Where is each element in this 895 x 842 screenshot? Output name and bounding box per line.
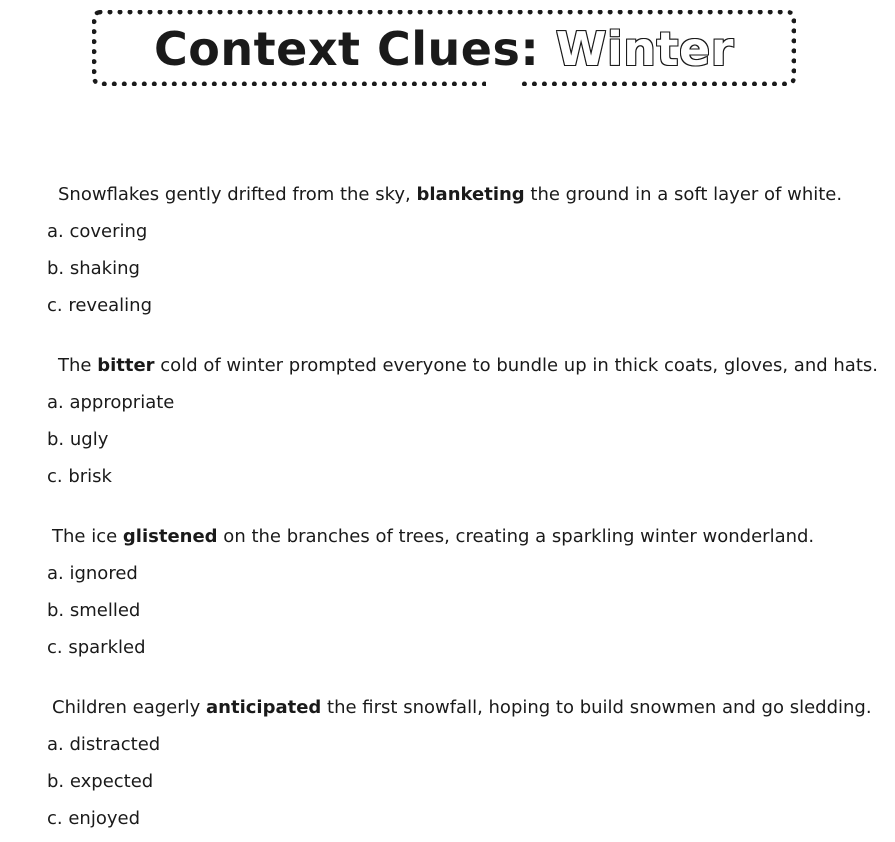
sentence-before: The ice (52, 526, 123, 547)
title-prefix: Context Clues: (154, 22, 540, 76)
target-word: glistened (122, 526, 218, 547)
question-sentence (52, 525, 814, 549)
target-word: blanketing (416, 184, 525, 205)
title-highlight: Winter (555, 22, 734, 76)
sentence-before: The (58, 355, 98, 376)
target-word: bitter (97, 355, 155, 376)
option-b[interactable]: b. ugly (47, 429, 109, 450)
question-sentence (52, 696, 872, 720)
sentence-before: Snowflakes gently drifted from the sky, (58, 184, 417, 205)
sentence-after: cold of winter prompted everyone to bundle up in thick coats, gloves, and hats. (154, 355, 878, 376)
option-c[interactable]: c. revealing (47, 295, 153, 316)
page-title (92, 20, 796, 78)
option-a[interactable]: a. distracted (47, 734, 161, 755)
option-b[interactable]: b. smelled (47, 600, 141, 621)
option-a[interactable]: a. ignored (47, 563, 138, 584)
option-c[interactable]: c. sparkled (47, 637, 146, 658)
question-sentence (58, 183, 842, 207)
option-b[interactable]: b. shaking (47, 258, 140, 279)
title-border-gap (486, 80, 520, 90)
option-a[interactable]: a. appropriate (47, 392, 175, 413)
sentence-before: Children eagerly (52, 697, 206, 718)
sentence-after: on the branches of trees, creating a sparkling winter wonderland. (217, 526, 815, 547)
sentence-after: the first snowfall, hoping to build snowmen and go sledding. (321, 697, 872, 718)
sentence-after: the ground in a soft layer of white. (524, 184, 843, 205)
option-b[interactable]: b. expected (47, 771, 154, 792)
option-c[interactable]: c. enjoyed (47, 808, 140, 829)
option-a[interactable]: a. covering (47, 221, 148, 242)
option-c[interactable]: c. brisk (47, 466, 112, 487)
question-sentence (58, 354, 878, 378)
target-word: anticipated (206, 697, 322, 718)
